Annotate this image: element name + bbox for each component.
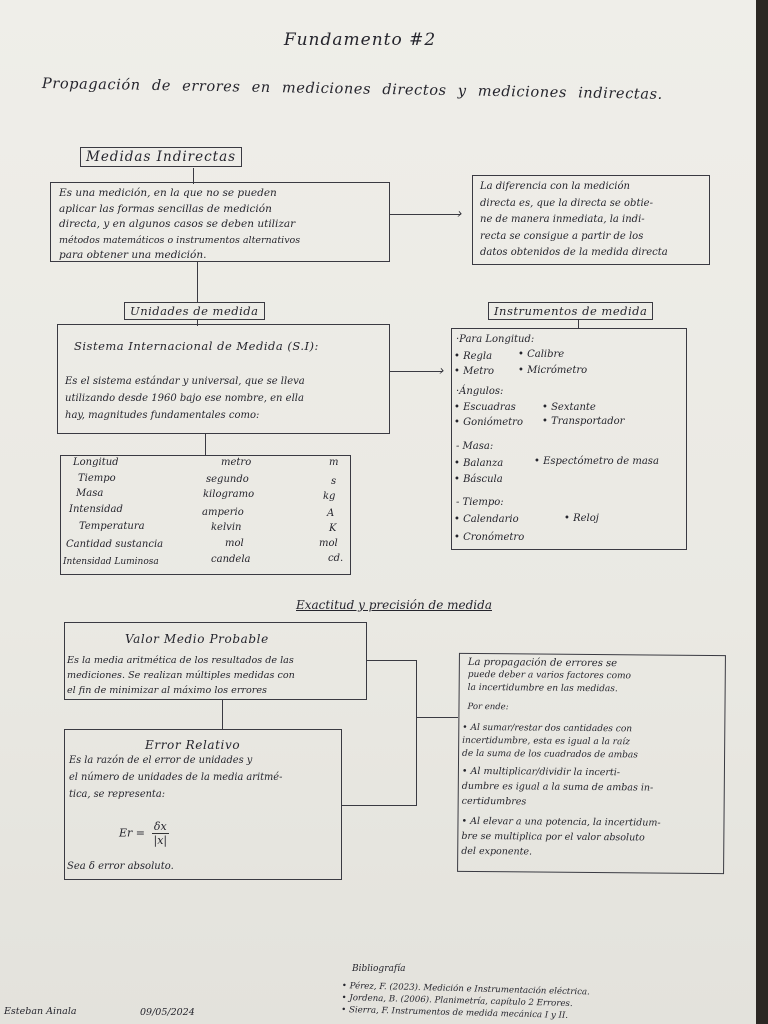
date-label: 09/05/2024	[140, 1007, 195, 1018]
unit-cell: metro	[221, 457, 252, 468]
indirect-line: métodos matemáticos o instrumentos alternativos	[59, 234, 301, 246]
bibliography-item: • Sierra, F. Instrumentos de medida mecánica I y II.	[341, 1004, 569, 1021]
bullet-line: de la suma de los cuadrados de ambas	[462, 748, 638, 761]
formula-numerator: δx	[152, 820, 170, 834]
note-line: directa es, que la directa se obtie-	[480, 197, 653, 209]
por-ende-label: Por ende:	[467, 701, 509, 713]
er-note: Sea δ error absoluto.	[67, 861, 174, 872]
instrument-item: • Escuadras	[454, 402, 516, 413]
si-units-table	[60, 455, 351, 575]
relative-error-formula	[119, 820, 169, 847]
symbol-cell: kg	[323, 491, 336, 502]
connector-line	[416, 717, 458, 718]
si-line: utilizando desde 1960 bajo ese nombre, en ella	[65, 393, 304, 404]
instrument-item: • Metro	[454, 366, 495, 377]
author-name: Esteban Ainala	[4, 1006, 77, 1017]
indirect-note-box	[472, 175, 710, 265]
symbol-cell: A	[327, 508, 335, 519]
vmp-line: mediciones. Se realizan múltiples medidas con	[67, 670, 295, 681]
bibliography-item: • Jordena, B. (2006). Planimetría, capítulo 2 Errores.	[341, 992, 573, 1010]
er-line: tica, se representa:	[69, 789, 166, 800]
connector-line	[342, 805, 417, 806]
bullet-line: certidumbres	[461, 795, 527, 808]
si-line: Es el sistema estándar y universal, que se lleva	[65, 376, 305, 387]
bibliography-title: Bibliografía	[352, 964, 406, 974]
vmp-line: el fin de minimizar al máximo los errores	[67, 685, 267, 696]
instrument-category: - Tiempo:	[456, 497, 504, 508]
symbol-cell: cd.	[328, 553, 344, 564]
instrument-item: • Espectómetro de masa	[534, 456, 659, 467]
indirect-line: aplicar las formas sencillas de medición	[59, 202, 272, 215]
unit-cell: kilogramo	[203, 489, 255, 500]
er-line: Es la razón de el error de unidades y	[69, 755, 253, 766]
symbol-cell: K	[329, 523, 337, 534]
instrument-category: ·Para Longitud:	[456, 334, 535, 345]
formula-lhs: Er =	[119, 826, 146, 840]
connector-line	[390, 214, 460, 215]
magnitude-cell: Tiempo	[78, 473, 116, 484]
prop-line: la incertidumbre en las medidas.	[467, 682, 618, 695]
connector-line	[197, 262, 198, 302]
note-line: recta se consigue a partir de los	[480, 230, 644, 242]
symbol-cell: m	[329, 457, 339, 468]
magnitude-cell: Masa	[76, 488, 104, 499]
instrument-item: • Sextante	[542, 402, 596, 413]
relative-error-title: Error Relativo	[145, 738, 241, 752]
si-title: Sistema Internacional de Medida (S.I):	[74, 339, 319, 353]
bullet-line: dumbre es igual a la suma de ambas in-	[461, 780, 654, 794]
connector-line	[367, 660, 417, 661]
instrument-item: • Regla	[454, 351, 493, 362]
connector-line	[416, 660, 417, 806]
propagation-box	[457, 653, 726, 874]
magnitude-cell: Intensidad Luminosa	[63, 557, 159, 567]
si-box	[57, 324, 390, 434]
unit-cell: mol	[225, 538, 244, 549]
bullet-line: • Al elevar a una potencia, la incertidum-	[461, 815, 661, 829]
magnitude-cell: Temperatura	[79, 521, 145, 532]
indirect-line: para obtener una medición.	[59, 249, 207, 261]
unit-cell: amperio	[202, 507, 244, 518]
bullet-line: del exponente.	[461, 845, 533, 858]
instrument-item: • Balanza	[454, 458, 504, 469]
er-line: el número de unidades de la media aritmé-	[69, 772, 283, 783]
instruments-box	[451, 328, 687, 550]
bullet-line: • Al sumar/restar dos cantidades con	[462, 722, 633, 735]
prop-line: puede deber a varios factores como	[467, 669, 632, 682]
indirect-line: Es una medición, en la que no se pueden	[59, 187, 277, 199]
instruments-heading: Instrumentos de medida	[488, 302, 653, 320]
indirect-definition-box	[50, 182, 390, 262]
symbol-cell: s	[331, 476, 337, 487]
arrow-right-icon: ›	[439, 363, 445, 379]
bullet-line: incertidumbre, esta es igual a la raíz	[462, 735, 631, 748]
instrument-item: • Báscula	[454, 474, 503, 485]
indirect-line: directa, y en algunos casos se deben utilizar	[59, 218, 296, 230]
magnitude-cell: Cantidad sustancia	[66, 539, 164, 550]
arrow-right-icon: ›	[457, 206, 463, 222]
instrument-item: • Transportador	[542, 416, 625, 427]
vmp-line: Es la media aritmética de los resultados de las	[67, 655, 294, 666]
instrument-item: • Calendario	[454, 514, 519, 525]
indirect-heading: Medidas Indirectas	[80, 147, 242, 167]
instrument-item: • Calibre	[518, 349, 565, 360]
vmp-title: Valor Medio Probable	[125, 632, 269, 646]
symbol-cell: mol	[319, 538, 338, 549]
si-line: hay, magnitudes fundamentales como:	[65, 410, 260, 421]
connector-line	[390, 371, 442, 372]
formula-denominator: |x|	[153, 834, 168, 847]
instrument-item: • Cronómetro	[454, 532, 525, 543]
units-heading: Unidades de medida	[124, 302, 265, 320]
instrument-category: ·Ángulos:	[456, 386, 504, 397]
accuracy-heading: Exactitud y precisión de medida	[296, 598, 492, 612]
connector-line	[205, 434, 206, 456]
note-line: datos obtenidos de la medida directa	[480, 247, 668, 258]
instrument-category: - Masa:	[456, 441, 494, 452]
instrument-item: • Reloj	[564, 513, 599, 524]
unit-cell: kelvin	[211, 522, 242, 533]
note-line: La diferencia con la medición	[480, 181, 630, 192]
unit-cell: segundo	[206, 474, 249, 485]
page-subtitle: Propagación de errores en mediciones directos y mediciones indirectas.	[41, 76, 663, 103]
bullet-line: bre se multiplica por el valor absoluto	[461, 830, 645, 844]
bibliography-item: • Pérez, F. (2023). Medición e Instrumentación eléctrica.	[341, 980, 590, 998]
prop-line: La propagación de errores se	[467, 656, 618, 670]
relative-error-box	[64, 729, 342, 880]
unit-cell: candela	[211, 554, 251, 565]
bullet-line: • Al multiplicar/dividir la incerti-	[461, 765, 621, 779]
table-row: Longitud	[73, 457, 119, 468]
instrument-item: • Goniómetro	[454, 417, 523, 428]
instrument-item: • Micrómetro	[518, 365, 588, 376]
magnitude-cell: Intensidad	[69, 504, 123, 515]
connector-line	[222, 700, 223, 730]
page-title: Fundamento #2	[283, 30, 437, 50]
note-line: ne de manera inmediata, la indi-	[480, 214, 645, 225]
vmp-box	[64, 622, 367, 700]
